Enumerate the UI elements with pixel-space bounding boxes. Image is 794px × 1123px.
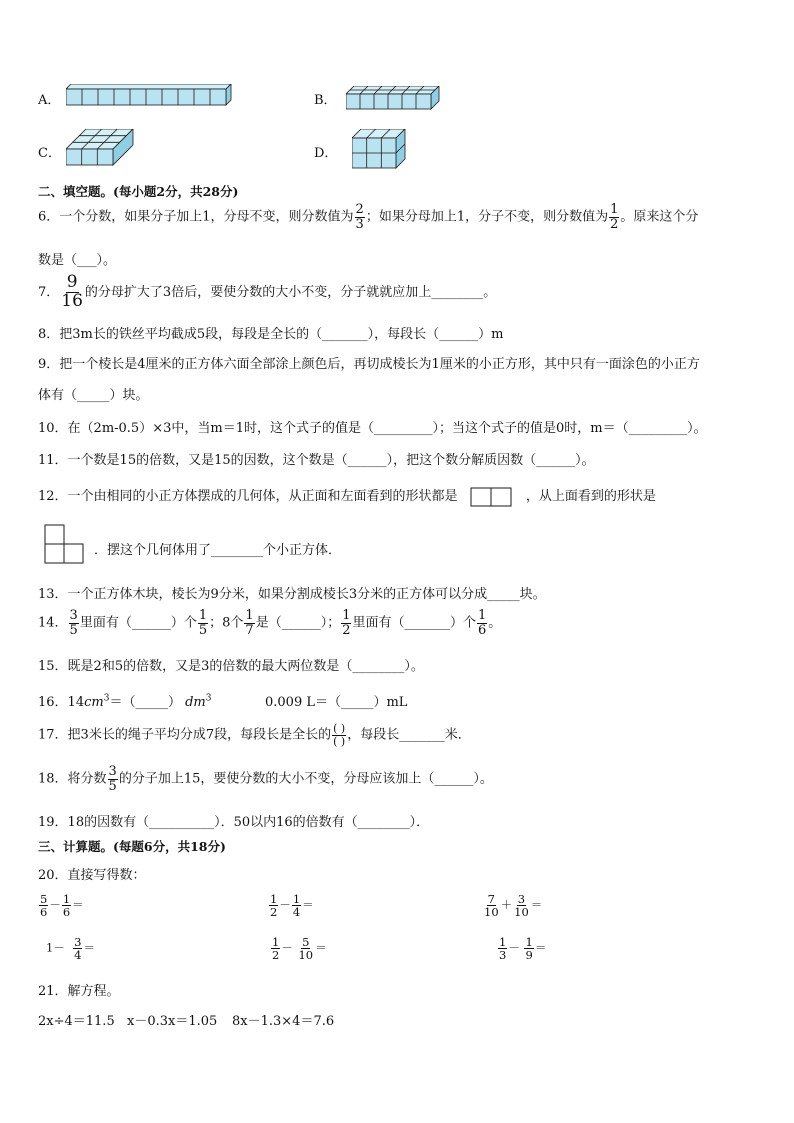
question-17: [38, 723, 471, 747]
q20-item-5-fraction-a: $\frac{1}{2}$: [272, 935, 280, 963]
q12-front-view-figure: [470, 487, 514, 507]
q21-equation-3: 8x－1.3×4＝7.6: [232, 1014, 335, 1029]
q20-item-2: [268, 893, 314, 918]
q21-equation-2: x－0.3x＝1.05: [127, 1014, 218, 1029]
q14-fraction-a: $\frac{3}{5}$: [69, 608, 78, 638]
q20-item-3-equals: ＝: [530, 897, 543, 912]
q20-item-5-equals: ＝: [315, 940, 327, 955]
q6-text-1: 6．一个分数，如果分子加上1，分母不变，则分数值为: [38, 209, 354, 225]
q20-item-1-equals: ＝: [72, 897, 84, 912]
question-16: [38, 691, 211, 710]
q14-text-5: 。: [488, 615, 502, 631]
q18-text-2: 的分子加上15，要使分数的大小不变，分母应该加上（______）。: [118, 771, 493, 787]
q20-item-6-fraction-b: $\frac{1}{9}$: [525, 935, 533, 963]
q20-item-3-fraction-b: $\frac{3}{10}$: [514, 892, 529, 920]
question-12-line-2: ．摆这个几何体用了________个小正方体．: [94, 543, 342, 558]
question-9-line-2: 体有（_____）块。: [38, 388, 149, 403]
question-18: [38, 765, 493, 793]
question-14: [38, 609, 501, 637]
q20-item-4-equals: ＝: [83, 940, 95, 955]
q17-text-1: 17．把3米长的绳子平均分成7段，每段长是全长的: [38, 727, 332, 743]
q6-fraction-1: $\frac{2}{3}$: [355, 202, 364, 232]
q14-fraction-e: $\frac{1}{6}$: [478, 608, 487, 638]
q14-text-2: ；8个: [209, 615, 244, 631]
q20-item-1-fraction-b: $\frac{1}{6}$: [62, 892, 71, 920]
q20-item-3: [482, 893, 542, 918]
option-d-label: D．: [314, 146, 338, 161]
q14-text-4: 里面有（_______）个: [352, 615, 476, 631]
q20-item-4-fraction-b: $\frac{3}{4}$: [74, 935, 82, 963]
q6-text-2: ；如果分母加上1，分子不变，则分数值为: [365, 209, 609, 225]
q14-text-1: 里面有（______）个: [79, 615, 197, 631]
question-21-title: 21．解方程。: [38, 984, 120, 999]
q12-text-2: ，从上面看到的形状是: [525, 489, 656, 504]
option-c-figure: [66, 129, 134, 167]
section-3-heading: 三、计算题。(每题6分，共18分): [38, 839, 226, 854]
question-6-line-2: 数是（___）。: [38, 253, 117, 268]
q20-item-3-operator: ＋: [500, 897, 513, 912]
q14-text-3: 是（______）；: [255, 615, 341, 631]
q7-text: 的分母扩大了3倍后，要使分数的大小不变，分子就就应加上________。: [84, 284, 497, 300]
q20-item-2-equals: ＝: [302, 897, 314, 912]
q6-fraction-2: $\frac{1}{2}$: [610, 202, 619, 232]
q16-unit-2: dm: [185, 695, 206, 710]
q20-item-2-fraction-b: $\frac{1}{4}$: [292, 892, 301, 920]
question-15: 15．既是2和5的倍数，又是3的倍数的最大两位数是（________）。: [38, 659, 424, 674]
q16-prefix: 16．14: [38, 695, 85, 710]
question-13: 13．一个正方体木块，棱长为9分米，如果分割成棱长3分米的正方体可以分成_____块。: [38, 587, 546, 602]
q16-blank-1: ＝（_____）: [109, 695, 181, 710]
q14-fraction-c: $\frac{1}{7}$: [245, 608, 254, 638]
section-2-heading: 二、填空题。(每小题2分，共28分): [38, 184, 239, 199]
q20-item-6-operator: －: [508, 940, 520, 955]
q18-fraction: $\frac{3}{5}$: [108, 764, 117, 794]
q20-item-2-fraction-a: $\frac{1}{2}$: [270, 892, 278, 920]
q16-exponent-1: 3: [103, 693, 110, 704]
option-a-figure: [66, 84, 232, 106]
q20-item-4-whole: 1－: [46, 940, 65, 955]
q20-item-2-operator: －: [279, 897, 291, 912]
q16-unit-1: cm: [84, 695, 104, 710]
q20-item-1-fraction-a: $\frac{5}{6}$: [40, 892, 48, 920]
option-b-figure: [346, 86, 440, 110]
q17-fraction: $\frac{( )}{( )}$: [333, 722, 346, 748]
q20-item-6-fraction-a: $\frac{1}{3}$: [499, 935, 507, 963]
q12-top-view-figure: [44, 524, 84, 564]
question-16-part-2: 0.009 L＝（_____）mL: [265, 695, 408, 710]
q16-exponent-2: 3: [205, 693, 212, 704]
question-8: 8．把3m长的铁丝平均截成5段，每段是全长的（_______），每段长（______）m: [38, 327, 504, 342]
q20-item-6-equals: ＝: [534, 940, 547, 955]
q20-item-5-operator: －: [281, 940, 293, 955]
q14-fraction-d: $\frac{1}{2}$: [342, 608, 351, 638]
q12-text-1: 12．一个由相同的小正方体摆成的几何体，从正面和左面看到的形状都是: [38, 489, 458, 504]
q20-item-3-fraction-a: $\frac{7}{10}$: [484, 892, 499, 920]
option-c-label: C．: [38, 146, 61, 161]
q21-equation-1: 2x÷4＝11.5: [38, 1014, 115, 1029]
q14-prefix: 14．: [38, 615, 68, 631]
q7-fraction: $\frac{9}{16}$: [61, 272, 83, 311]
q20-item-5-fraction-b: $\frac{5}{10}$: [298, 935, 314, 963]
question-20-title: 20．直接写得数：: [38, 868, 146, 883]
q6-text-3: 。原来这个分: [620, 209, 699, 225]
q7-prefix: 7．: [38, 284, 60, 300]
question-11: 11．一个数是15的倍数，又是15的因数，这个数是（______），把这个数分解质因数（______）。: [38, 453, 595, 468]
question-12-line-1: [38, 485, 656, 507]
q18-text-1: 18．将分数: [38, 771, 107, 787]
question-9-line-1: 9．把一个棱长是4厘米的正方体六面全部涂上颜色后，再切成棱长为1厘米的小正方形，其中只有一面涂色的小正方: [38, 357, 700, 372]
question-10: 10．在（2m-0.5）×3中，当m＝1时，这个式子的值是（_________）；当这个式子的值是0时，m＝（_________）。: [38, 421, 707, 436]
option-d-figure: [352, 129, 406, 169]
q20-item-5: [270, 936, 327, 961]
q17-text-2: ，每段长_______米．: [347, 727, 471, 743]
question-7: [38, 274, 496, 311]
q20-item-6: [497, 936, 546, 961]
q20-item-1: [38, 893, 84, 918]
option-b-label: B．: [314, 93, 337, 108]
option-a-label: A．: [38, 93, 61, 108]
q14-fraction-b: $\frac{1}{5}$: [198, 608, 208, 638]
question-19: 19．18的因数有（__________）．50以内16的倍数有（________）．: [38, 815, 430, 830]
q20-item-1-operator: －: [49, 897, 61, 912]
question-6: [38, 203, 698, 231]
q20-item-4: [46, 936, 95, 961]
